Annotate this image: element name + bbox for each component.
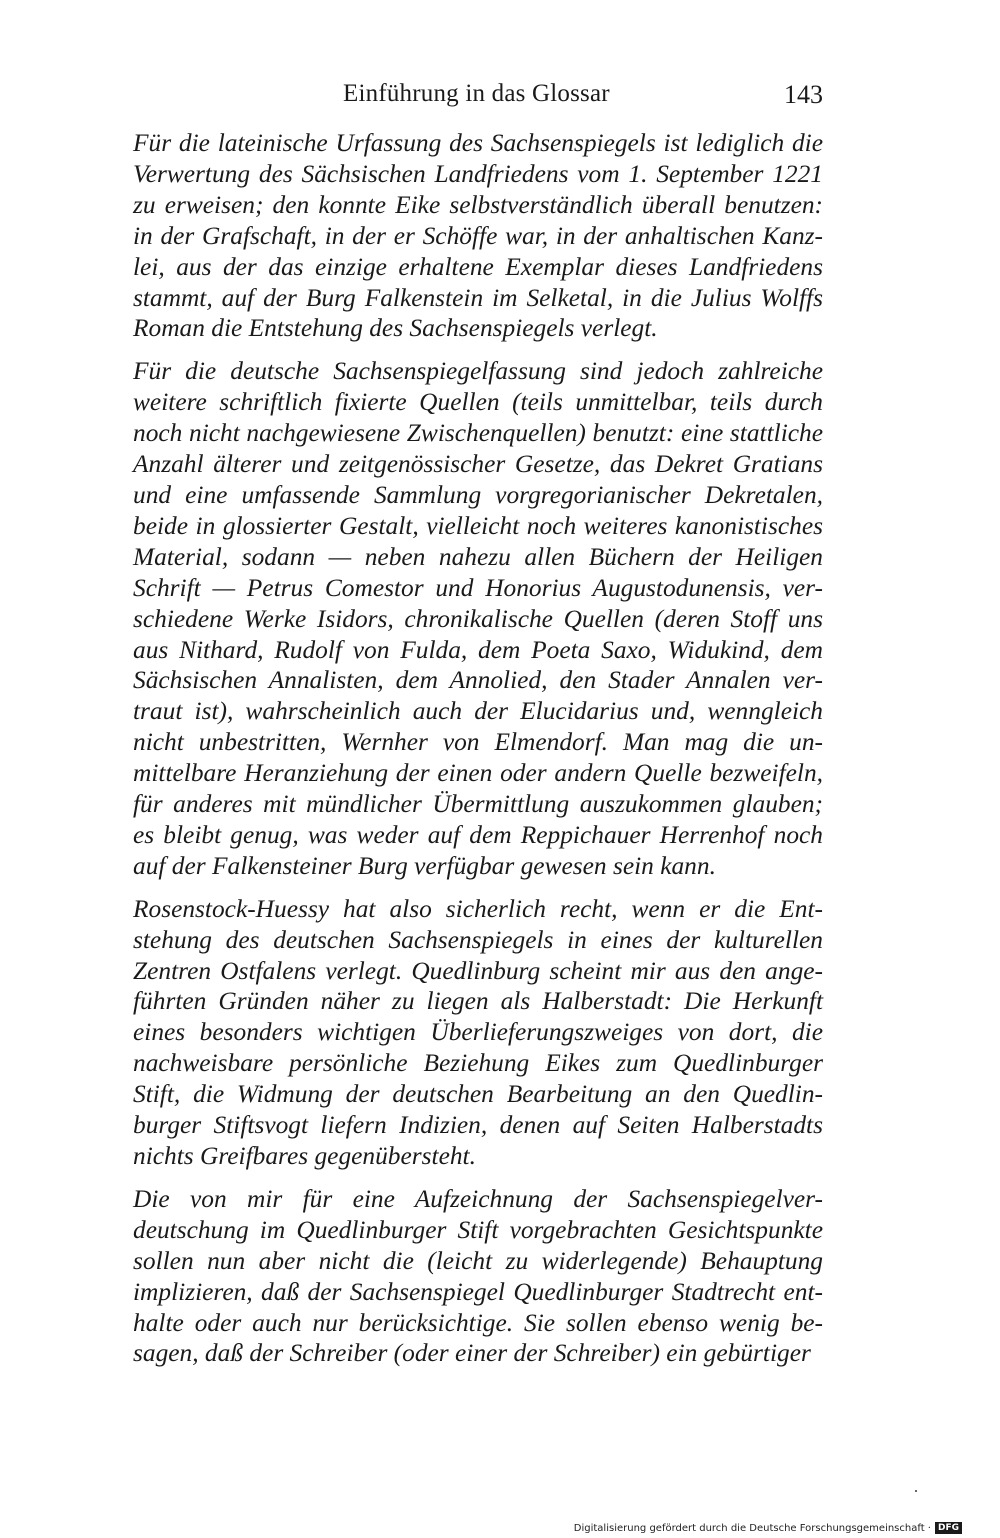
text-line: Für die deutsche Sachsenspiegelfassung sind jedoch zahlreiche bbox=[133, 357, 823, 386]
paragraph bbox=[133, 128, 823, 344]
text-line: deutschung im Quedlinburger Stift vorgebrachten Gesichtspunkte bbox=[133, 1215, 823, 1244]
text-line: Die von mir für eine Aufzeichnung der Sachsenspiegelver- bbox=[133, 1184, 823, 1213]
text-line: nachweisbare persönliche Beziehung Eikes zum Quedlinburger bbox=[133, 1049, 823, 1078]
text-line: führten Gründen näher zu liegen als Halberstadt: Die Herkunft bbox=[133, 987, 823, 1016]
text-line: noch nicht nachgewiesene Zwischenquellen) benutzt: eine stattliche bbox=[133, 419, 823, 448]
text-line: aus Nithard, Rudolf von Fulda, dem Poeta Saxo, Widukind, dem bbox=[133, 635, 823, 664]
text-line: Anzahl älterer und zeitgenössischer Gesetze, das Dekret Gratians bbox=[133, 450, 823, 479]
body-text bbox=[133, 128, 823, 1381]
text-line: halte oder auch nur berücksichtige. Sie sollen ebenso wenig be- bbox=[133, 1308, 823, 1337]
text-line: burger Stiftsvogt liefern Indizien, denen auf Seiten Halberstadts bbox=[133, 1111, 823, 1140]
text-line: nichts Greifbares gegenübersteht. bbox=[133, 1142, 476, 1170]
running-head bbox=[133, 80, 823, 120]
page-number: 143 bbox=[784, 80, 823, 109]
text-line: Schrift — Petrus Comestor und Honorius Augustodunensis, ver- bbox=[133, 573, 823, 602]
text-line: implizieren, daß der Sachsenspiegel Quedlinburger Stadtrecht ent- bbox=[133, 1277, 823, 1306]
text-line: und eine umfassende Sammlung vorgregorianischer Dekretalen, bbox=[133, 480, 823, 509]
text-line: Roman die Entstehung des Sachsenspiegels verlegt. bbox=[133, 314, 658, 343]
paragraph bbox=[133, 356, 823, 881]
credit-text: Digitalisierung gefördert durch die Deutsche Forschungsgemeinschaft · bbox=[573, 1523, 931, 1534]
text-line: weitere schriftlich fixierte Quellen (teils unmittelbar, teils durch bbox=[133, 388, 823, 417]
text-line: Zentren Ostfalens verlegt. Quedlinburg scheint mir aus den ange- bbox=[133, 956, 823, 985]
text-line: auf der Falkensteiner Burg verfügbar gewesen sein kann. bbox=[133, 851, 716, 880]
text-line: sagen, daß der Schreiber (oder einer der Schreiber) ein gebürtiger bbox=[133, 1339, 811, 1368]
text-line: Rosenstock-Huessy hat also sicherlich recht, wenn er die Ent- bbox=[133, 894, 823, 923]
text-line: Material, sodann — neben nahezu allen Büchern der Heiligen bbox=[133, 542, 823, 571]
paragraph bbox=[133, 894, 823, 1172]
digitization-credit bbox=[574, 1522, 962, 1534]
text-line: Verwertung des Sächsischen Landfriedens vom 1. September 1221 bbox=[133, 159, 823, 188]
paragraph bbox=[133, 1184, 823, 1369]
text-line: lei, aus der das einzige erhaltene Exemplar dieses Landfriedens bbox=[133, 252, 823, 281]
text-line: zu erweisen; den konnte Eike selbstverständlich überall benutzen: bbox=[133, 190, 823, 219]
text-line: nicht unbestritten, Wernher von Elmendorf. Man mag die un- bbox=[133, 728, 823, 757]
text-line: eines besonders wichtigen Überlieferungszweiges von dort, die bbox=[133, 1018, 823, 1047]
text-line: traut ist), wahrscheinlich auch der Elucidarius und, wenngleich bbox=[133, 697, 823, 726]
text-line: Sächsischen Annalisten, dem Annolied, den Stader Annalen ver- bbox=[133, 666, 823, 695]
scan-speck bbox=[915, 1490, 917, 1492]
text-line: mittelbare Heranziehung der einen oder andern Quelle bezweifeln, bbox=[133, 759, 823, 788]
text-line: Für die lateinische Urfassung des Sachsenspiegels ist lediglich die bbox=[133, 129, 823, 157]
text-line: es bleibt genug, was weder auf dem Reppichauer Herrenhof noch bbox=[133, 820, 823, 849]
text-line: in der Grafschaft, in der er Schöffe war, in der anhaltischen Kanz- bbox=[133, 221, 823, 250]
text-line: beide in glossierter Gestalt, vielleicht noch weiteres kanonistisches bbox=[133, 511, 823, 540]
dfg-logo: DFG bbox=[935, 1522, 962, 1534]
text-line: sollen nun aber nicht die (leicht zu widerlegende) Behauptung bbox=[133, 1246, 823, 1275]
text-line: stammt, auf der Burg Falkenstein im Selketal, in die Julius Wolffs bbox=[133, 283, 823, 312]
text-line: Stift, die Widmung der deutschen Bearbeitung an den Quedlin- bbox=[133, 1080, 823, 1109]
text-line: für anderes mit mündlicher Übermittlung auszukommen glauben; bbox=[133, 790, 823, 819]
text-line: schiedene Werke Isidors, chronikalische Quellen (deren Stoff uns bbox=[133, 604, 823, 633]
text-line: stehung des deutschen Sachsenspiegels in eines der kulturellen bbox=[133, 925, 823, 954]
running-title: Einführung in das Glossar bbox=[343, 80, 610, 107]
